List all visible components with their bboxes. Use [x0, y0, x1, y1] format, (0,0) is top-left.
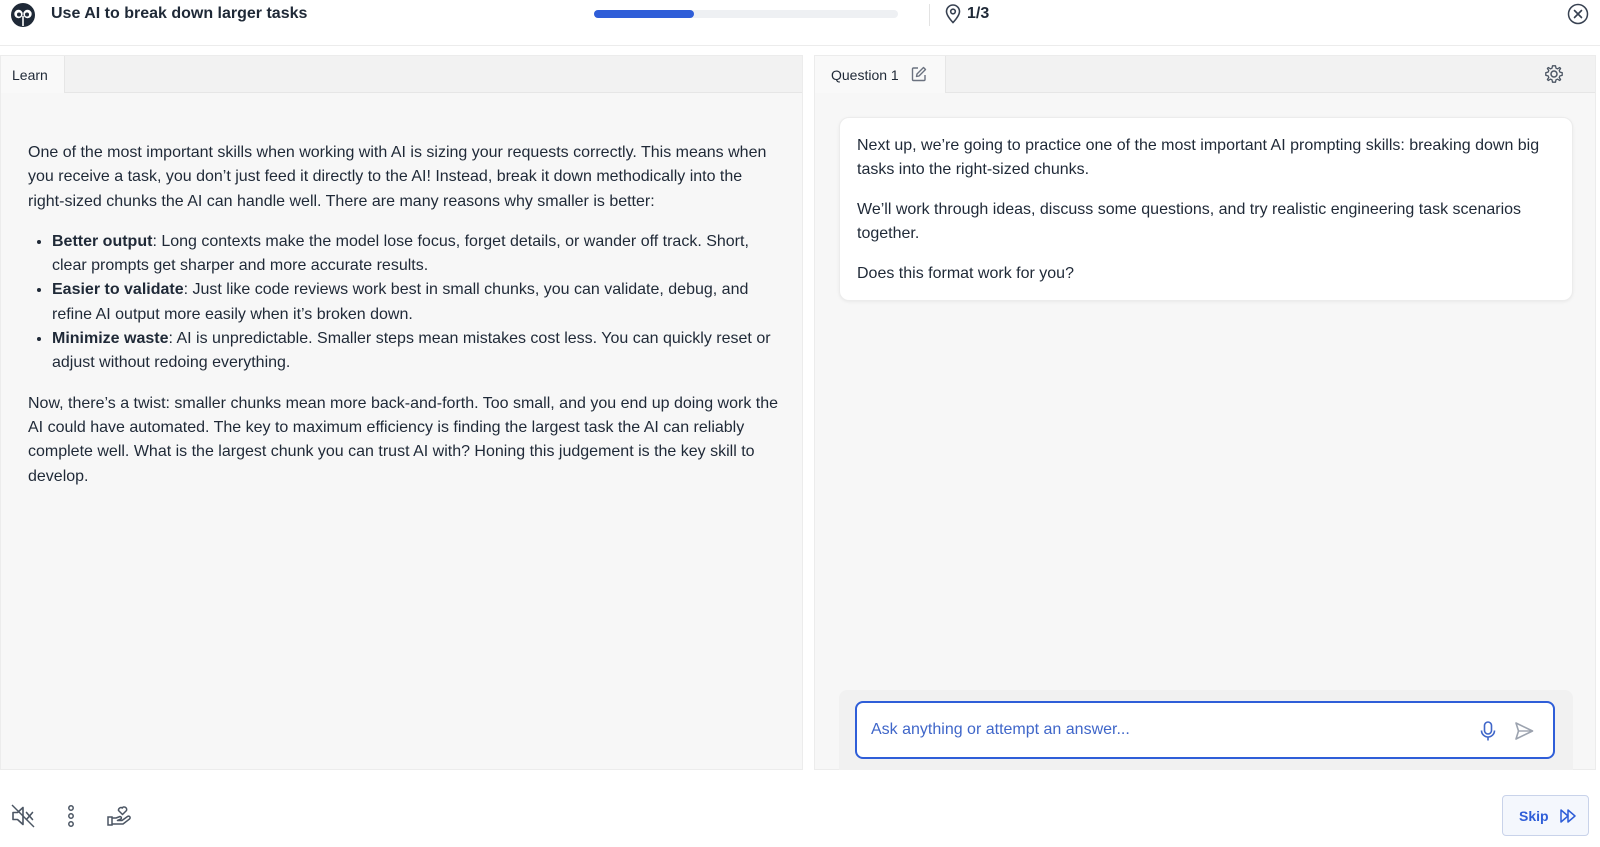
skip-button[interactable]	[1502, 795, 1589, 836]
learn-content	[28, 141, 778, 505]
logo-icon	[10, 2, 36, 28]
bullet-text: : AI is unpredictable. Smaller steps mean mistakes cost less. You can quickly reset or adjust without redoing everything.	[52, 330, 771, 372]
skip-forward-icon	[1559, 807, 1577, 825]
learn-intro: One of the most important skills when working with AI is sizing your requests correctly. This means when you receive a task, you don’t just feed it directly to the AI! Instead, break it down methodically into the right-sized chunks the AI can handle well. There are many reasons why smaller is better:	[28, 144, 767, 210]
bullet-text: : Long contexts make the model lose focus, forget details, or wander off track. Short, clear prompts get sharper and more accurate results.	[52, 232, 749, 275]
tab-learn-label: Learn	[12, 66, 48, 83]
bullet-term: Easier to validate	[52, 281, 184, 299]
composer	[839, 690, 1573, 771]
send-icon[interactable]	[1513, 720, 1535, 742]
answer-input[interactable]	[871, 703, 1461, 757]
hand-help-icon[interactable]	[106, 803, 132, 829]
bullet-text: : Just like code reviews work best in small chunks, you can validate, debug, and refine AI output more easily when it’s broken down.	[52, 281, 749, 323]
tab-question-1[interactable]	[815, 56, 946, 93]
bullet-term: Minimize waste	[52, 330, 169, 348]
mute-icon[interactable]	[10, 803, 36, 829]
message-paragraph: We’ll work through ideas, discuss some questions, and try realistic engineering task scenarios together.	[857, 201, 1522, 242]
top-bar	[0, 0, 1600, 46]
tab-learn[interactable]	[1, 56, 65, 93]
message-paragraph: Next up, we’re going to practice one of the most important AI prompting skills: breaking down big tasks into the right-sized chunks.	[857, 137, 1540, 178]
more-vertical-icon[interactable]	[58, 803, 84, 829]
list-item	[52, 230, 778, 279]
mic-icon[interactable]	[1478, 720, 1498, 742]
edit-icon[interactable]	[910, 65, 928, 83]
header-divider	[929, 4, 930, 26]
skip-button-label: Skip	[1519, 807, 1549, 824]
close-icon[interactable]	[1567, 3, 1589, 25]
page-title: Use AI to break down larger tasks	[51, 5, 308, 22]
learn-panel	[0, 55, 803, 770]
tab-question-label: Question 1	[831, 66, 899, 83]
assistant-message	[839, 117, 1573, 301]
learn-bullet-list	[52, 230, 778, 376]
message-paragraph: Does this format work for you?	[857, 265, 1074, 282]
list-item	[52, 327, 778, 376]
bullet-term: Better output	[52, 232, 153, 250]
map-pin-icon	[944, 4, 962, 24]
progress-bar	[594, 10, 898, 18]
learn-tabbar	[1, 56, 802, 93]
composer-box	[855, 701, 1555, 759]
progress-fill	[594, 10, 694, 18]
gear-icon[interactable]	[1544, 64, 1564, 84]
step-counter: 1/3	[967, 5, 990, 22]
question-panel	[814, 55, 1596, 770]
question-tabbar	[815, 56, 1595, 93]
bottom-bar	[0, 770, 1600, 847]
list-item	[52, 278, 778, 327]
learn-outro: Now, there’s a twist: smaller chunks mean more back-and-forth. Too small, and you end up doing work the AI could have automated. The key to maximum efficiency is finding the largest task the AI can reliably complete well. What is the largest chunk you can trust AI with? Honing this judgement is the key skill to develop.	[28, 394, 779, 485]
